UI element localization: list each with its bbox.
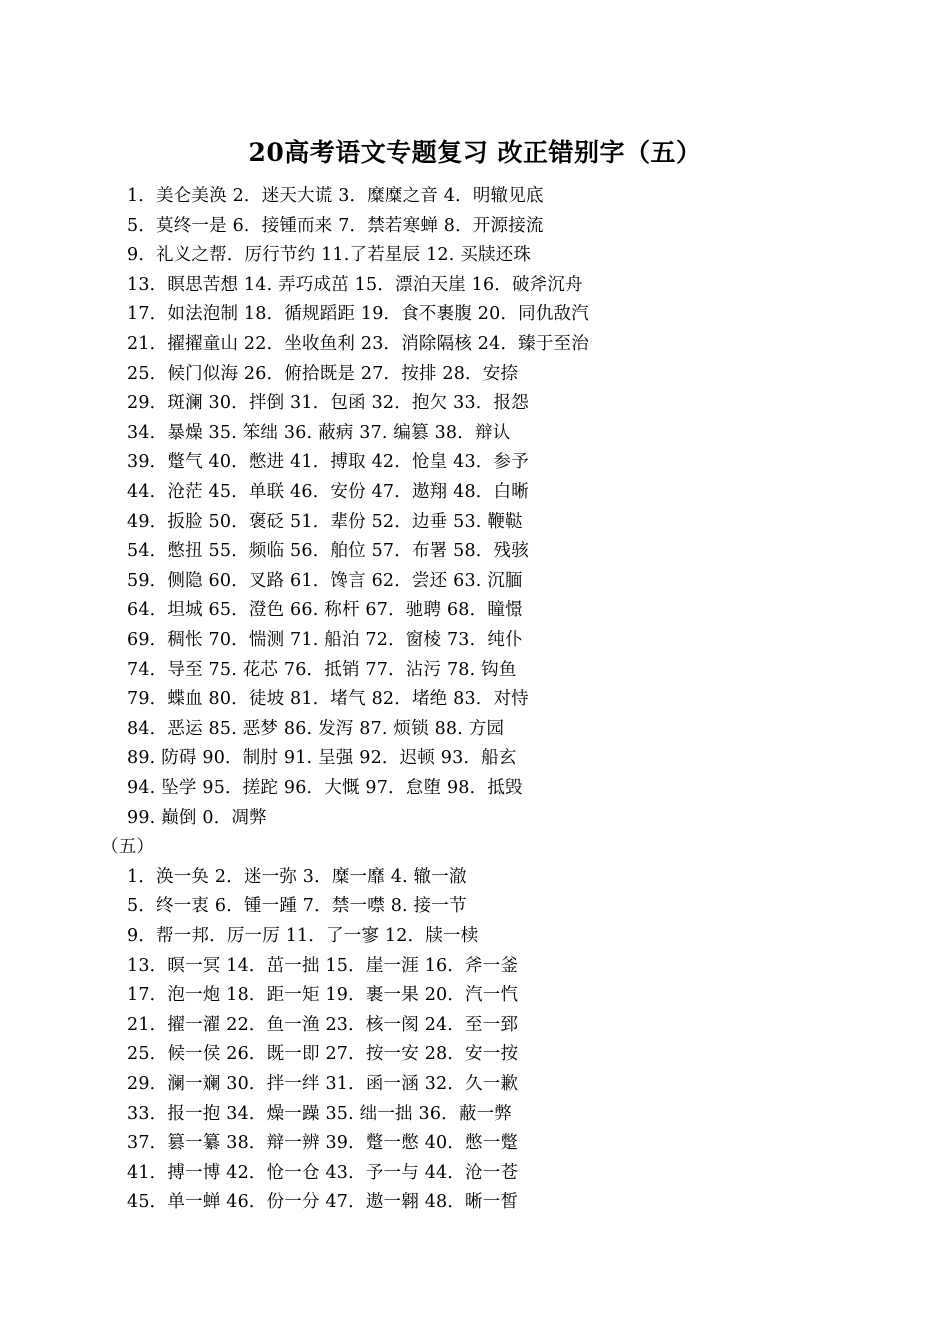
question-line: 99. 巅倒 0．凋弊 <box>127 807 267 828</box>
question-line: 17．如法泡制 18．循规蹈距 19．食不裹腹 20．同仇敌汽 <box>127 304 589 325</box>
question-line: 25．候门似海 26．俯拾既是 27．按排 28．安捺 <box>127 363 519 384</box>
answer-line: 29．澜一斓 30．拌一绊 31．函一涵 32．久一歉 <box>127 1074 519 1094</box>
question-line: 39．蹩气 40．憋进 41．搏取 42．怆皇 43．参予 <box>127 452 529 473</box>
question-line: 49．扳脸 50．褒砭 51．辈份 52．边垂 53. 鞭鞑 <box>127 511 523 532</box>
answer-line: 9．帮一邦．厉一厉 11．了一寥 12．牍一椟 <box>127 926 479 946</box>
answer-line: 33．报一抱 34．燥一躁 35. 绌一拙 36．蔽一弊 <box>127 1103 512 1124</box>
answer-line: 1．涣一奂 2．迷一弥 3．糜一靡 4. 辙一澈 <box>127 866 467 887</box>
question-line: 64．坦城 65．澄色 66. 称杆 67．驰聘 68．瞳憬 <box>127 600 523 621</box>
answer-line: 41．搏一博 42．怆一仓 43．予一与 44．沧一苍 <box>127 1162 519 1183</box>
answer-line: 13．暝一冥 14．茁一拙 15．崖一涯 16．斧一釜 <box>127 955 519 976</box>
answer-line: 21．擢一濯 22．鱼一渔 23．核一阂 24．至一郅 <box>127 1014 519 1035</box>
answer-line: 25．候一侯 26．既一即 27．按一安 28．安一按 <box>127 1044 519 1065</box>
document-title: 20高考语文专题复习 改正错别字（五） <box>248 138 702 167</box>
answer-line: 37．篡一纂 38．辩一辨 39．蹩一憋 40．憋一蹩 <box>127 1133 519 1154</box>
answer-heading: （五） <box>101 837 155 858</box>
question-line: 94. 坠学 95．搓跎 96．大慨 97．怠堕 98．抵毁 <box>127 778 523 798</box>
question-line: 9．礼义之帮．厉行节约 11.了若星辰 12. 买牍还珠 <box>127 245 532 266</box>
question-line: 13．瞑思苦想 14. 弄巧成茁 15．漂泊天崖 16．破斧沉舟 <box>127 274 583 295</box>
question-line: 69．稠怅 70．惴测 71. 船泊 72．窗棱 73．纯仆 <box>127 630 523 650</box>
answer-line: 45．单一蝉 46．份一分 47．遨一翱 48．晰一皙 <box>127 1192 519 1213</box>
question-line: 1．美仑美涣 2．迷天大谎 3．糜糜之音 4．明辙见底 <box>127 186 544 206</box>
question-line: 5．莫终一是 6．接锺而来 7．禁若寒蝉 8．开源接流 <box>127 215 544 236</box>
question-line: 59．侧隐 60．叉路 61．馋言 62．尝还 63. 沉腼 <box>127 570 523 591</box>
question-line: 34．暴燥 35. 笨绌 36. 蔽病 37. 编篡 38．辩认 <box>127 422 511 443</box>
question-line: 44．沧茫 45．单联 46．安份 47．遨翔 48．白晰 <box>127 482 529 502</box>
question-line: 74．导至 75. 花芯 76．抵销 77．沾污 78. 钩鱼 <box>127 659 517 680</box>
answer-line: 5．终一衷 6．锺一踵 7．禁一噤 8. 接一节 <box>127 896 467 917</box>
question-line: 21．擢擢童山 22．坐收鱼利 23．消除隔核 24．臻于至治 <box>127 334 589 354</box>
question-line: 89. 防碍 90．制肘 91. 呈强 92．迟顿 93．船玄 <box>127 748 517 769</box>
question-line: 79．蝶血 80．徒坡 81．堵气 82．堵绝 83．对恃 <box>127 689 529 710</box>
question-line: 29．斑澜 30．拌倒 31．包函 32．抱欠 33．报怨 <box>127 393 529 414</box>
question-line: 84．恶运 85. 恶梦 86. 发泻 87. 烦锁 88. 方园 <box>127 718 505 739</box>
question-line: 54．憋扭 55．频临 56．舶位 57．布署 58．残骇 <box>127 541 529 562</box>
answer-line: 17．泡一炮 18．距一矩 19．裹一果 20．汽一忾 <box>127 985 519 1006</box>
